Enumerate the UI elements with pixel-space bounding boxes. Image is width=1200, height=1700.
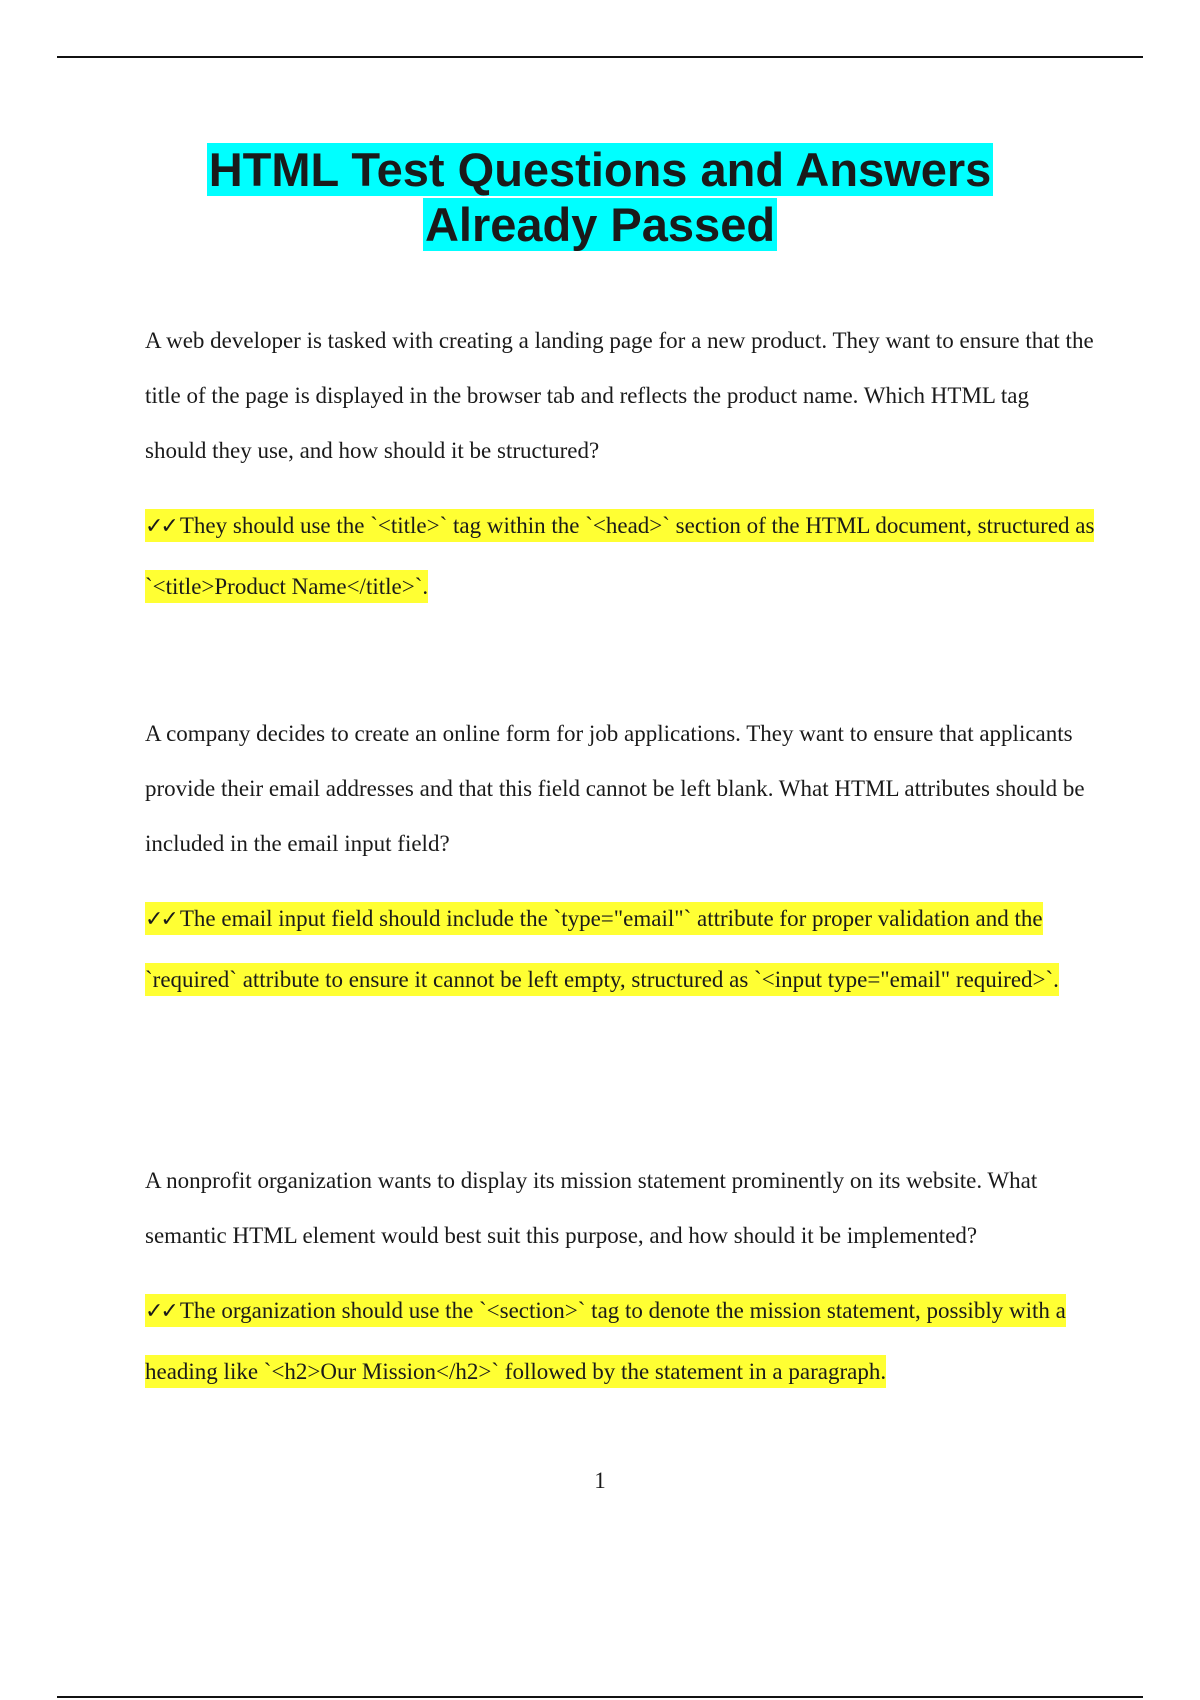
qa-block-3 <box>145 1153 1095 1402</box>
qa-block-2 <box>145 706 1095 1010</box>
check-mark-icon: ✓✓ <box>145 907 176 932</box>
page-number: 1 <box>594 1468 606 1493</box>
document-title <box>0 142 1200 252</box>
question-2: A company decides to create an online form for job applications. They want to ensure that applicants provide their email addresses and that this field cannot be left blank. What HTML attributes should be included in the email input field? <box>145 721 1085 856</box>
answer-3-text: The organization should use the `<section>` tag to denote the mission statement, possibly with a heading like `<h2>Our Mission</h2>` followed by the statement in a paragraph. <box>145 1298 1066 1384</box>
answer-1 <box>145 496 1095 617</box>
title-line-2: Already Passed <box>424 198 776 251</box>
question-3: A nonprofit organization wants to display its mission statement prominently on its website. What semantic HTML element would best suit this purpose, and how should it be implemented? <box>145 1168 1038 1248</box>
bottom-rule <box>57 1696 1143 1698</box>
title-line-1: HTML Test Questions and Answers <box>208 143 992 196</box>
top-rule <box>57 56 1143 58</box>
qa-block-1 <box>145 313 1095 617</box>
answer-1-highlight <box>145 509 1094 603</box>
check-mark-icon: ✓✓ <box>145 514 176 539</box>
answer-2-highlight <box>145 902 1059 996</box>
check-mark-icon: ✓✓ <box>145 1299 176 1324</box>
answer-3-highlight <box>145 1294 1066 1388</box>
answer-2-text: The email input field should include the `type="email"` attribute for proper validation and the `required` attribute to ensure it cannot be left empty, structured as `<input type="email" required>`. <box>145 906 1059 992</box>
answer-1-text: They should use the `<title>` tag within the `<head>` section of the HTML document, structured as `<title>Product Name</title>`. <box>145 513 1095 599</box>
answer-2 <box>145 889 1095 1010</box>
question-1: A web developer is tasked with creating a landing page for a new product. They want to ensure that the title of the page is displayed in the browser tab and reflects the product name. Which HTML tag should they use, and how should it be structured? <box>145 328 1094 463</box>
answer-3 <box>145 1281 1095 1402</box>
